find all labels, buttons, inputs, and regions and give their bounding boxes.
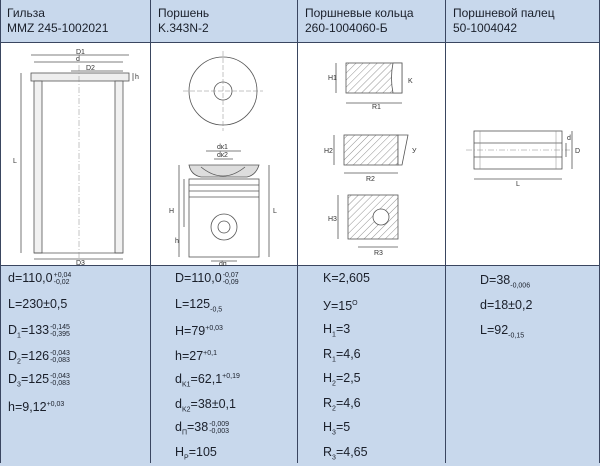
sleeve-label-l: L — [13, 158, 17, 165]
rings-spec-r2: $R_2=4,6$ — [323, 396, 361, 413]
sleeve-spec-l: L=230±0,5 — [8, 297, 68, 311]
pin-diagram — [446, 43, 599, 267]
pin-part-number: 50-1004042 — [453, 21, 518, 35]
rings-spec-r1: $R_1=4,6$ — [323, 347, 361, 364]
piston-spec-dk2: $d_{K2}=38\pm 0,1$ — [175, 397, 236, 414]
header-pin — [446, 0, 599, 42]
ring-label-r1: R1 — [372, 104, 381, 111]
sleeve-spec-h: $h=9,12^{+0,03}$ — [8, 400, 65, 415]
piston-label-h-upper: H — [169, 208, 175, 215]
rings-diagram — [298, 43, 445, 267]
rings-spec-h1: $H_1=3$ — [323, 322, 351, 339]
piston-label-dk1: dк1 — [217, 144, 228, 151]
ring-label-k: K — [408, 78, 413, 85]
header-rings — [298, 0, 445, 42]
piston-spec-hp: $H_Р=105$ — [175, 445, 217, 462]
pin-spec-d-inner: d=18±0,2 — [480, 298, 533, 312]
header-piston — [151, 0, 297, 42]
sleeve-label-d3: D3 — [76, 260, 85, 267]
rings-spec-k: K=2,605 — [323, 271, 370, 285]
piston-drawing — [151, 42, 297, 266]
rings-spec-h3: $H_3=5$ — [323, 420, 351, 437]
ring-label-h3: H3 — [328, 216, 337, 223]
sleeve-diagram — [1, 43, 150, 267]
piston-label-h-lower: h — [175, 238, 179, 245]
piston-spec-h-lower: $h=27^{+0,1}$ — [175, 349, 217, 364]
piston-spec-h-upper: $H=79^{+0,03}$ — [175, 324, 223, 339]
sleeve-label-d: d — [76, 56, 80, 63]
pin-label-d-outer: D — [575, 148, 581, 155]
sleeve-spec-d1: $D_1=133$ -0,145 -0,395 — [8, 323, 70, 340]
piston-label-dk2: dк2 — [217, 152, 228, 159]
sleeve-drawing — [1, 42, 150, 266]
rings-spec-angle: $У=15^О$ — [323, 299, 358, 314]
piston-label-l: L — [273, 208, 277, 215]
header-sleeve — [0, 0, 150, 42]
piston-spec-l: $L=125_{-0,5}$ — [175, 297, 223, 314]
ring-label-h2: H2 — [324, 148, 333, 155]
sleeve-label-d2: D2 — [86, 65, 95, 72]
piston-spec-dp: $d_П=38$ -0,009 -0,003 — [175, 420, 230, 437]
pin-title: Поршневой палец — [453, 6, 555, 20]
ring-label-r2: R2 — [366, 176, 375, 183]
piston-spec-dk1: $d_{K1}=62,1^{+0,19}$ — [175, 372, 240, 389]
sleeve-spec-d3: $D_3=125$ -0,043 -0,083 — [8, 372, 70, 389]
rings-drawing — [298, 42, 445, 266]
sleeve-label-h: h — [135, 74, 139, 81]
rings-part-number: 260-1004060-Б — [305, 21, 388, 35]
sleeve-label-d1: D1 — [76, 49, 85, 56]
sleeve-part-number: MMZ 245-1002021 — [7, 21, 109, 35]
pin-drawing — [446, 42, 599, 266]
ring-label-h1: H1 — [328, 75, 337, 82]
ring-label-r3: R3 — [374, 250, 383, 257]
piston-label-dp: dп — [219, 261, 227, 267]
pin-spec-l: $L=92_{-0,15}$ — [480, 323, 525, 340]
pin-spec-d-outer: $D=38_{-0,006}$ — [480, 273, 531, 290]
piston-title: Поршень — [158, 6, 210, 20]
sleeve-spec-d: d=110,0 +0,04 -0,02 — [8, 271, 72, 286]
sleeve-spec-d2: $D_2=126$ -0,043 -0,083 — [8, 349, 70, 366]
rings-spec-h2: $H_2=2,5$ — [323, 371, 361, 388]
piston-spec-d: D=110,0 -0,07 -0,09 — [175, 271, 239, 286]
piston-part-number: K.343N-2 — [158, 21, 209, 35]
pin-label-d-inner: d — [567, 135, 571, 142]
ring-label-angle: У — [412, 148, 417, 155]
sleeve-title: Гильза — [7, 6, 45, 20]
piston-diagram — [151, 43, 297, 267]
rings-spec-r3: $R_3=4,65$ — [323, 445, 368, 462]
rings-title: Поршневые кольца — [305, 6, 414, 20]
pin-label-l: L — [516, 181, 520, 188]
